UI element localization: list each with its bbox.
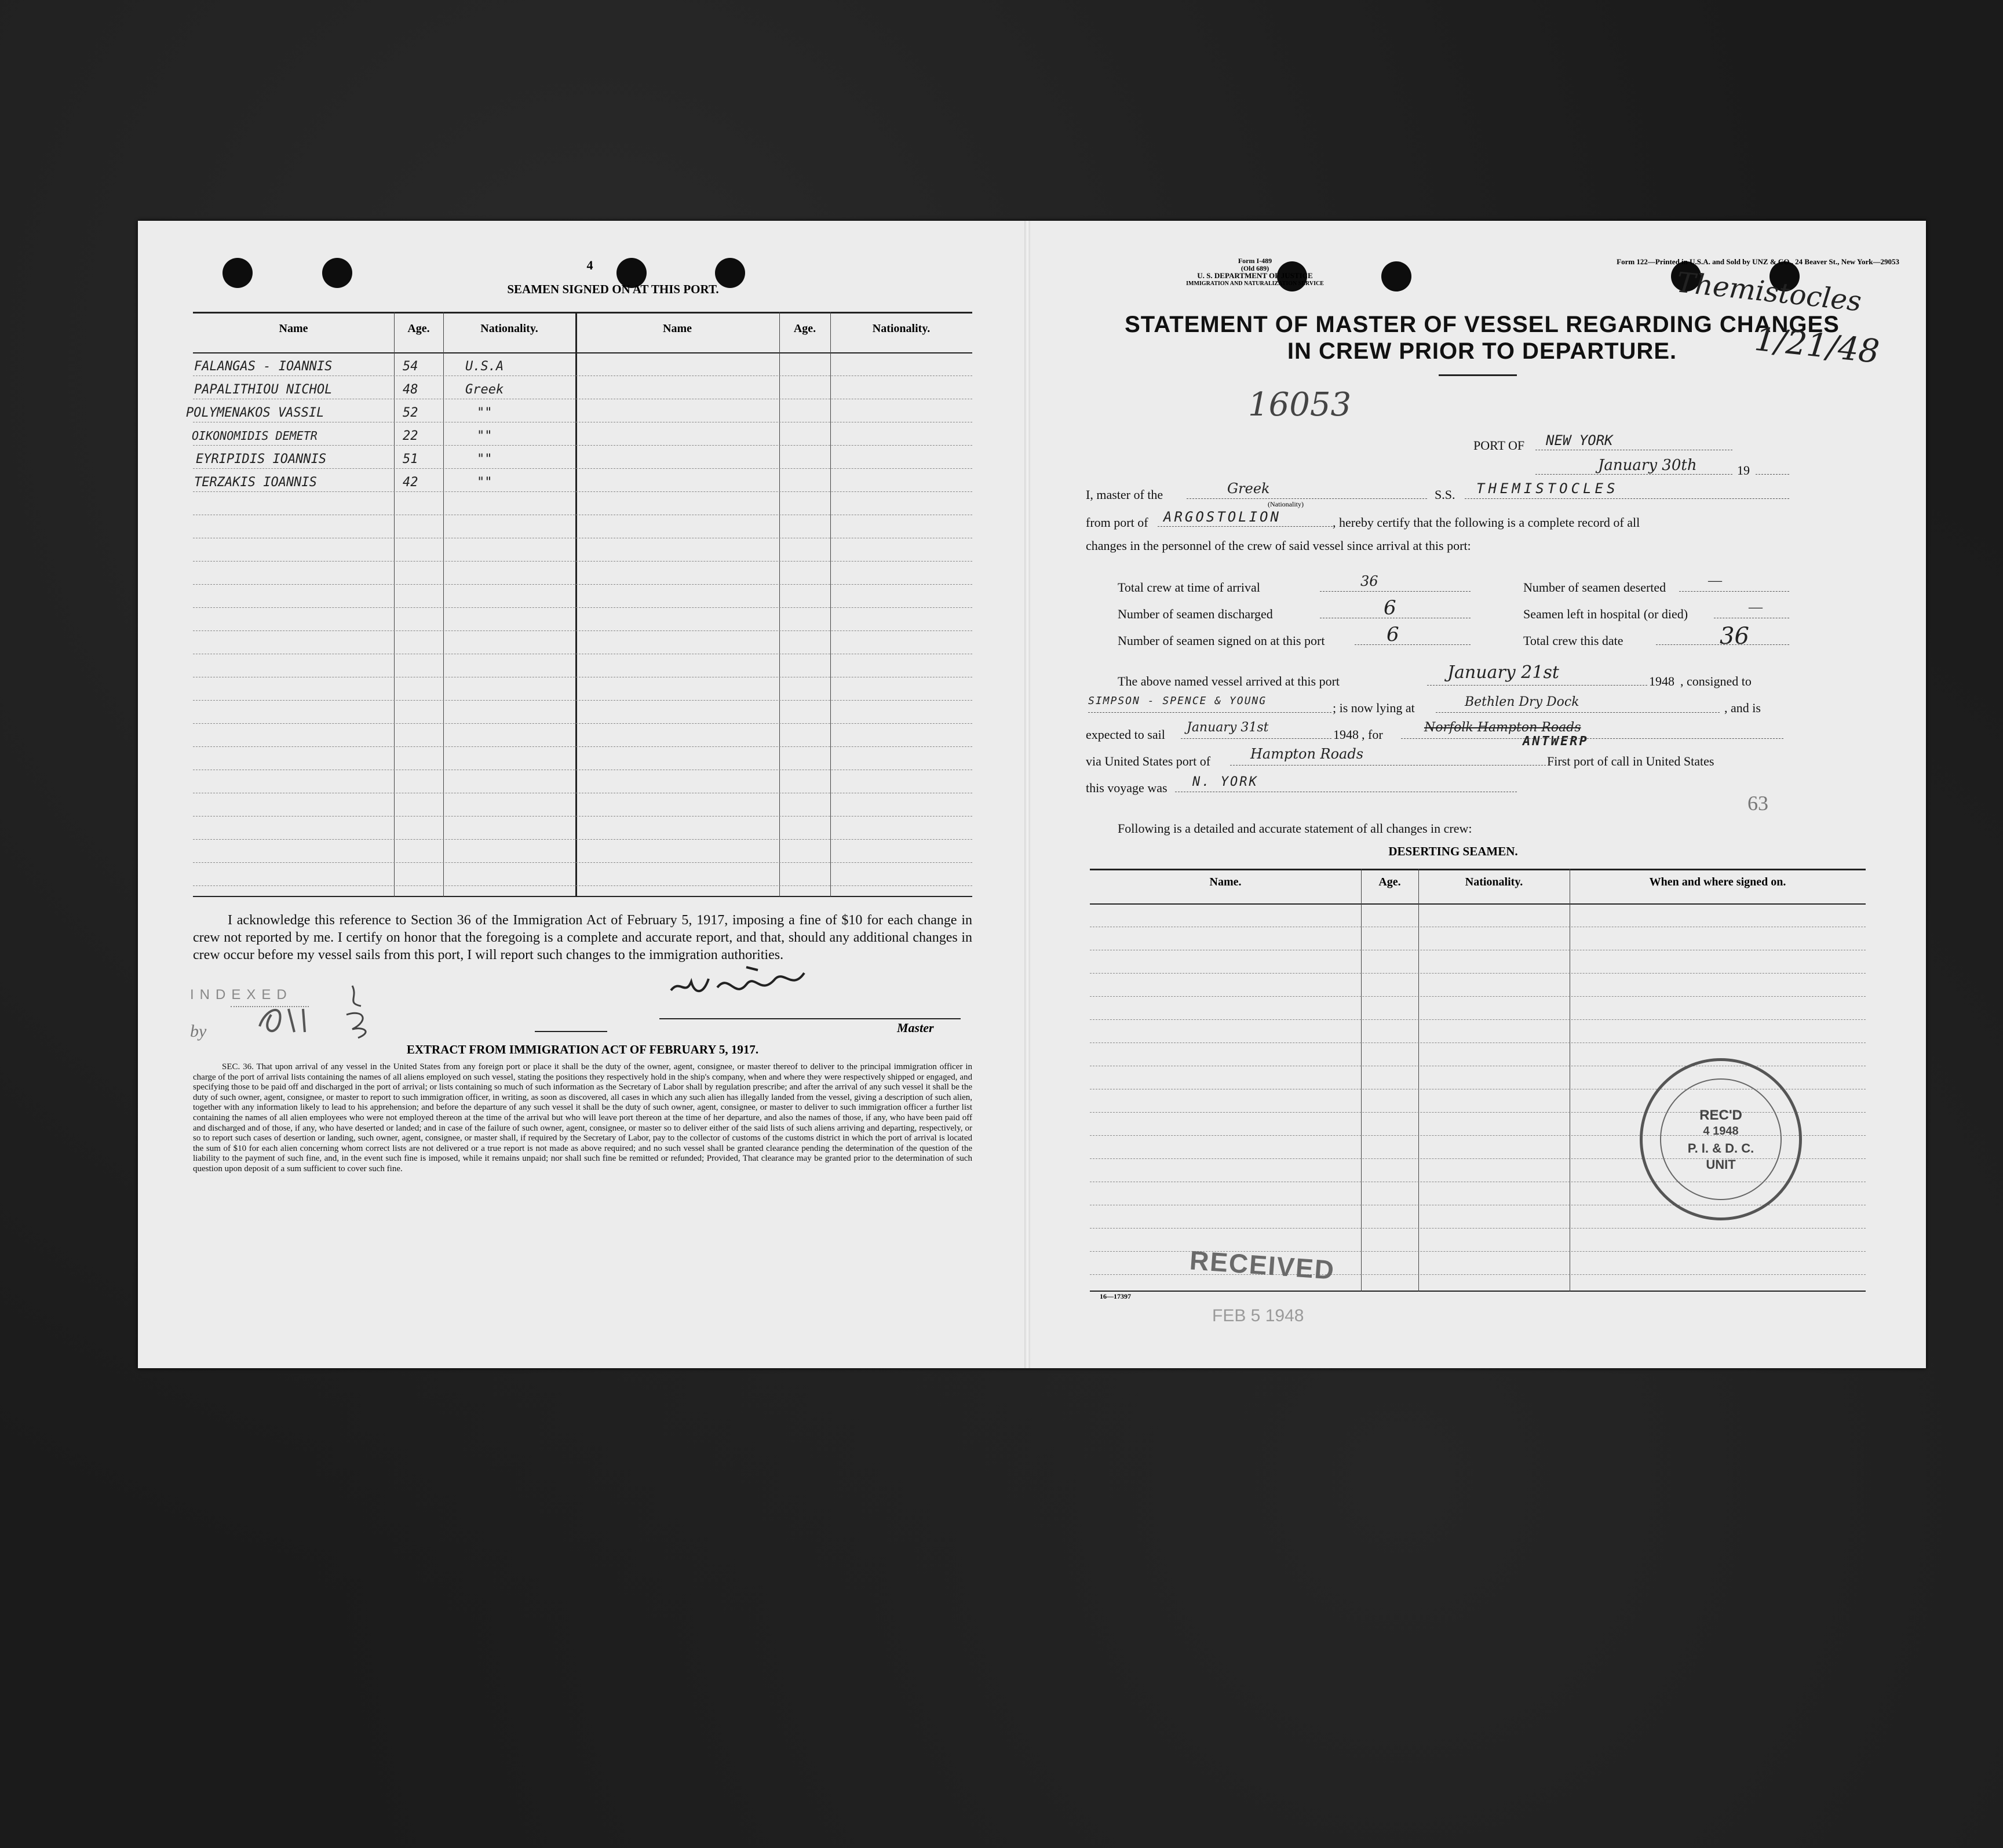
col-header-when-where: When and where signed on. [1649, 876, 1786, 888]
document-title-line2: IN CREW PRIOR TO DEPARTURE. [1287, 338, 1677, 364]
table-row-nationality: U.S.A [465, 359, 504, 374]
service: IMMIGRATION AND NATURALIZATION SERVICE [1186, 280, 1324, 287]
col-header-nationality: Nationality. [872, 322, 931, 335]
following-text: Following is a detailed and accurate statement of all changes in crew: [1118, 821, 1472, 836]
section-36-text: SEC. 36. That upon arrival of any vessel in the United States from any foreign port or place it shall be the duty of the owner, agent, consignee, or master thereof to deliver to the principal immigration officer in charge of the port of arrival lists containing the names of all aliens employed on such vessel, stating the positions they respectively hold in the ship's company, when and where they were respectively shipped or engaged, and specifying those to be paid off and discharged in the port of arrival; or lists containing so much of such information as the Secretary of Labor shall by regulation prescribe; and after the arrival of any such vessel it shall be the duty of such owner, agent, consignee, or master to report to such immigration officer, in writing, as soon as discovered, all cases in which any such alien has illegally landed from the vessel, giving a description of such alien, together with any information likely to lead to his apprehension; and before the departure of any such vessel it shall be the duty of such owner, agent, consignee, or master to deliver to such immigration officer a further list containing the names of all alien employees who were not employed thereon at the time of the arrival but who will leave port thereon at the time of her departure, and also the names of those, if any, who have been paid off and discharged and of those, if any, who have deserted or landed; and in case of the failure of such owner, agent, consignee, or master so to deliver either of the said lists of such aliens arriving and departing, respectively, or so to report such cases of desertion or landing, such owner, agent, consignee, or master shall, if required by the Secretary of Labor, pay to the collector of customs of the customs district in which the port of arrival is located the sum of $10 for each alien concerning whom correct lists are not delivered or a true report is not made as above required; and no such vessel shall be granted clearance pending the determination of the question of the liability to the payment of such fine, and, in the event such fine is imposed, while it remains unpaid; nor shall such fine be remitted or refunded; Provided, That clearance may be granted prior to the determination of such question upon deposit of a sum sufficient to cover such fine. [193, 1062, 972, 1173]
form-id: Form I-489 [1238, 257, 1272, 265]
port-of-value: NEW YORK [1546, 432, 1613, 449]
file-number: 16053 [1248, 386, 1352, 424]
col-header-name: Name. [1209, 876, 1242, 888]
acknowledgement-text: I acknowledge this reference to Section 36 of the Immigration Act of February 5, 1917, imposing a fine of $10 for each change in crew not reported by me. I certify on honor that the foregoing is a complete and accurate report, and that, should any additional changes in crew occur before my vessel sails from this port, I will report such changes to the immigration authorities. [193, 913, 972, 963]
punch-hole [222, 258, 253, 288]
ship-value: THEMISTOCLES [1476, 480, 1619, 497]
date-value: January 30th [1598, 457, 1697, 474]
master-label: Master [897, 1020, 934, 1035]
master-of-label: I, master of the [1086, 487, 1163, 502]
ss-label: S.S. [1435, 487, 1455, 502]
arrived-label: The above named vessel arrived at this port [1118, 674, 1340, 688]
master-line [659, 1018, 961, 1019]
port-of-label: PORT OF [1473, 438, 1525, 453]
stat-total-crew-date-label: Total crew this date [1523, 633, 1623, 648]
table-row-age: 42 [403, 475, 418, 490]
from-port-label: from port of [1086, 515, 1148, 530]
col-header-age: Age. [407, 322, 430, 335]
form-old: (Old 689) [1241, 264, 1269, 272]
changes-text: changes in the personnel of the crew of said vessel since arrival at this port: [1086, 538, 1471, 553]
table-row-age: 54 [403, 359, 418, 374]
page-stamp-number: 63 [1747, 792, 1768, 815]
lying-value: Bethlen Dry Dock [1465, 695, 1579, 709]
and-is-label: , and is [1724, 701, 1761, 715]
col-header-age: Age. [793, 322, 816, 335]
via-value: Hampton Roads [1250, 746, 1364, 762]
stat-total-crew-arrival-value: 36 [1360, 573, 1378, 589]
initials-signature [248, 974, 422, 1044]
document-title-line1: STATEMENT OF MASTER OF VESSEL REGARDING CHANGES [1125, 312, 1840, 337]
table-row-name: OIKONOMIDIS DEMETR [192, 429, 318, 443]
voyage-value: N. YORK [1192, 775, 1258, 789]
stat-hospital-value: — [1749, 600, 1763, 615]
footer-code: 16—17397 [1100, 1292, 1131, 1300]
printer-line: Form 122—Printed in U.S.A. and Sold by UNZ & CO., 24 Beaver St., New York—29053 [1617, 257, 1899, 266]
stat-deserted-value: — [1708, 573, 1722, 588]
table-row-name: POLYMENAKOS VASSIL [186, 406, 324, 420]
expected-year: 1948 [1333, 727, 1359, 742]
extract-heading: EXTRACT FROM IMMIGRATION ACT OF FEBRUARY 5, 1917. [406, 1043, 759, 1056]
by-label: by [190, 1022, 207, 1041]
for-value: ANTWERP [1523, 734, 1589, 749]
stat-hospital-label: Seamen left in hospital (or died) [1523, 607, 1688, 621]
table-row-name: PAPALITHIOU NICHOL [194, 382, 333, 397]
received-stamp: RECEIVED [1188, 1245, 1336, 1285]
col-header-name: Name [663, 322, 692, 335]
col-header-nationality: Nationality. [480, 322, 538, 335]
signature-line [535, 1031, 607, 1032]
stat-signed-on-value: 6 [1387, 623, 1399, 646]
table-row-name: FALANGAS - IOANNIS [194, 359, 333, 374]
document-sheet [138, 221, 1926, 1368]
stat-discharged-label: Number of seamen discharged [1118, 607, 1273, 621]
expected-label: expected to sail [1086, 727, 1165, 742]
consignee-value: SIMPSON - SPENCE & YOUNG [1088, 695, 1267, 707]
table-row-age: 52 [403, 406, 418, 420]
department: U. S. DEPARTMENT OF JUSTICE [1197, 271, 1313, 280]
master-signature [659, 956, 833, 1014]
indexed-stamp: INDEXED [190, 987, 293, 1003]
deserting-heading: DESERTING SEAMEN. [1388, 844, 1518, 858]
arrived-value: January 21st [1447, 662, 1559, 683]
table-row-name: EYRIPIDIS IOANNIS [196, 452, 327, 466]
certify-text: , hereby certify that the following is a complete record of all [1333, 515, 1640, 530]
received-round-stamp: REC'D 4 1948 P. I. & D. C. UNIT [1640, 1058, 1802, 1220]
handwritten-ship-name: Themistocles [1674, 266, 1863, 318]
table-row-age: 48 [403, 382, 418, 397]
col-header-name: Name [279, 322, 308, 335]
via-label: via United States port of [1086, 754, 1211, 768]
consigned-label: , consigned to [1680, 674, 1752, 688]
col-header-age: Age. [1378, 876, 1401, 888]
voyage-label: this voyage was [1086, 781, 1167, 795]
arrived-year: 1948 [1649, 674, 1674, 688]
nationality-value: Greek [1227, 480, 1270, 497]
table-row-nationality: "" [477, 406, 492, 420]
col-header-nationality: Nationality. [1465, 876, 1523, 888]
left-heading: SEAMEN SIGNED ON AT THIS PORT. [507, 282, 719, 296]
table-row-nationality: "" [477, 429, 492, 443]
stat-deserted-label: Number of seamen deserted [1523, 580, 1666, 595]
for-label: , for [1362, 727, 1383, 742]
nationality-caption: (Nationality) [1268, 500, 1304, 508]
page-fold [1024, 221, 1030, 1368]
expected-value: January 31st [1187, 720, 1269, 735]
table-row-nationality: Greek [465, 382, 504, 397]
title-rule [1439, 374, 1517, 376]
year-prefix: 19 [1737, 463, 1750, 478]
table-row-age: 22 [403, 429, 418, 443]
stat-signed-on-label: Number of seamen signed on at this port [1118, 633, 1325, 648]
handwritten-date: 1/21/48 [1753, 320, 1881, 371]
feb-date-stamp: FEB 5 1948 [1212, 1306, 1304, 1325]
stat-total-crew-date-value: 36 [1720, 623, 1749, 650]
for-struck-value: Norfolk Hampton Roads [1424, 720, 1581, 735]
table-row-nationality: "" [477, 452, 492, 466]
table-row-nationality: "" [477, 475, 492, 490]
table-row-age: 51 [403, 452, 418, 466]
stat-total-crew-arrival-label: Total crew at time of arrival [1118, 580, 1260, 595]
first-port-label: First port of call in United States [1547, 754, 1714, 768]
lying-label: ; is now lying at [1333, 701, 1415, 715]
punch-hole [1381, 261, 1411, 291]
table-row-name: TERZAKIS IOANNIS [194, 475, 317, 490]
from-port-value: ARGOSTOLION [1163, 509, 1281, 525]
page-number: 4 [586, 258, 593, 272]
seamen-signed-table [186, 312, 972, 897]
punch-hole [322, 258, 352, 288]
stat-discharged-value: 6 [1384, 596, 1396, 619]
